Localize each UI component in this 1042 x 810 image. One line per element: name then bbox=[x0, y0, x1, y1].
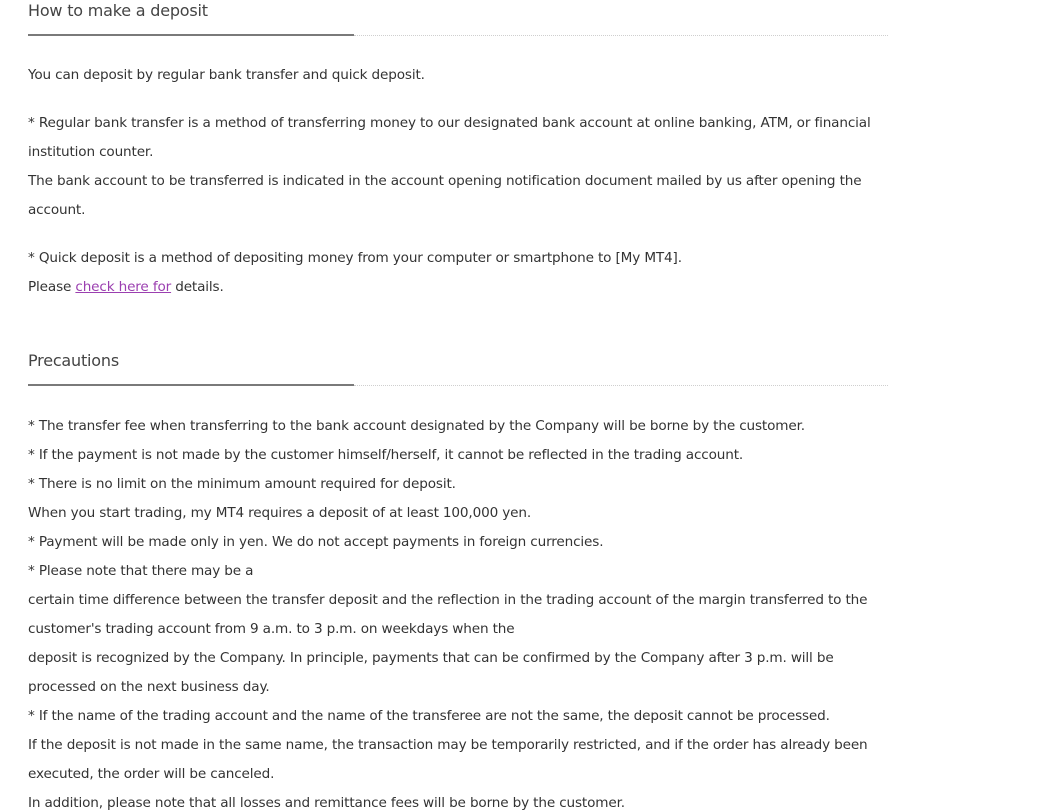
details-suffix: details. bbox=[171, 279, 224, 295]
deposit-heading bbox=[28, 0, 888, 36]
quick-deposit-line: * Quick deposit is a method of depositing money from your computer or smartphone to [My MT4]. bbox=[28, 250, 682, 266]
deposit-title: How to make a deposit bbox=[28, 1, 208, 20]
heading-underline bbox=[28, 384, 354, 386]
regular-transfer-line: * Regular bank transfer is a method of transferring money to our designated bank account at online banking, ATM, or financial bbox=[28, 115, 871, 131]
details-prefix: Please bbox=[28, 279, 76, 295]
precaution-line: customer's trading account from 9 a.m. to 3 p.m. on weekdays when the bbox=[28, 621, 515, 637]
deposit-section bbox=[28, 0, 888, 302]
heading-dotted-rule bbox=[354, 35, 888, 36]
precaution-line: * There is no limit on the minimum amount required for deposit. bbox=[28, 476, 456, 492]
precaution-line: executed, the order will be canceled. bbox=[28, 766, 275, 782]
precautions-heading bbox=[28, 350, 888, 386]
deposit-intro: You can deposit by regular bank transfer and quick deposit. bbox=[28, 67, 425, 83]
heading-dotted-rule bbox=[354, 385, 888, 386]
regular-transfer-line: The bank account to be transferred is indicated in the account opening notification document mailed by us after opening the bbox=[28, 173, 862, 189]
regular-transfer-line: institution counter. bbox=[28, 144, 154, 160]
precaution-line: * If the name of the trading account and the name of the transferee are not the same, the deposit cannot be processed. bbox=[28, 708, 830, 724]
precautions-title: Precautions bbox=[28, 351, 119, 370]
precaution-line: deposit is recognized by the Company. In principle, payments that can be confirmed by the Company after 3 p.m. will be bbox=[28, 650, 834, 666]
heading-underline bbox=[28, 34, 354, 36]
precaution-line: processed on the next business day. bbox=[28, 679, 270, 695]
precaution-line: * The transfer fee when transferring to the bank account designated by the Company will be borne by the customer. bbox=[28, 418, 805, 434]
check-here-link[interactable]: check here for bbox=[75, 279, 172, 295]
precaution-line: * If the payment is not made by the customer himself/herself, it cannot be reflected in the trading account. bbox=[28, 447, 744, 463]
precautions-section bbox=[28, 350, 888, 810]
precaution-line: If the deposit is not made in the same name, the transaction may be temporarily restricted, and if the order has already been bbox=[28, 737, 868, 753]
precaution-line: In addition, please note that all losses and remittance fees will be borne by the customer. bbox=[28, 795, 625, 810]
precaution-line: certain time difference between the transfer deposit and the reflection in the trading account of the margin transferred to the bbox=[28, 592, 868, 608]
details-line bbox=[28, 273, 888, 302]
precaution-line: * Please note that there may be a bbox=[28, 563, 254, 579]
precaution-line: * Payment will be made only in yen. We do not accept payments in foreign currencies. bbox=[28, 534, 604, 550]
precaution-line: When you start trading, my MT4 requires a deposit of at least 100,000 yen. bbox=[28, 505, 532, 521]
regular-transfer-line: account. bbox=[28, 202, 86, 218]
